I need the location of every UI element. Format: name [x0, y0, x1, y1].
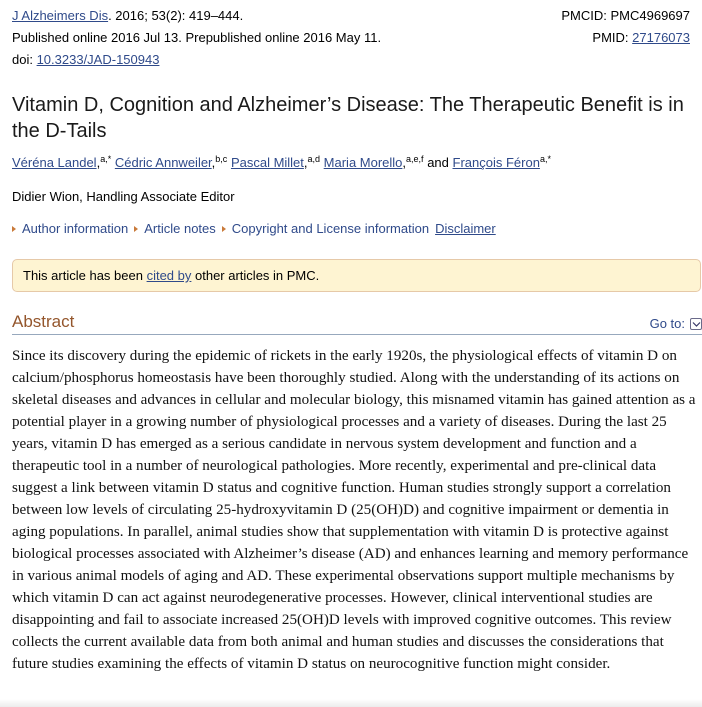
abstract-header: [12, 310, 702, 335]
cited-by-text-before: This article has been: [23, 268, 147, 283]
copyright-toggle[interactable]: [222, 220, 429, 238]
goto-menu[interactable]: [650, 316, 702, 334]
author-affiliation[interactable]: a,*: [539, 154, 551, 164]
cited-by-notice: [12, 259, 701, 292]
publication-dates: Published online 2016 Jul 13. Prepublished online 2016 May 11.: [12, 30, 382, 45]
author-and: and: [427, 155, 449, 170]
author-affiliation[interactable]: b,c: [215, 154, 228, 164]
article-notes-label: Article notes: [144, 221, 216, 236]
author-separator: ,: [96, 155, 101, 170]
author-link[interactable]: Maria Morello: [323, 155, 403, 170]
author-affiliation[interactable]: a,e,f: [406, 154, 424, 164]
doi: [12, 49, 159, 71]
author-link[interactable]: François Féron: [452, 155, 540, 170]
article-title: Vitamin D, Cognition and Alzheimer’s Disease: The Therapeutic Benefit is in the D-Tails: [12, 94, 684, 142]
author-information-label: Author information: [22, 221, 129, 236]
author-link[interactable]: Véréna Landel: [12, 155, 97, 170]
author-affiliation[interactable]: a,d: [307, 154, 321, 164]
author-link[interactable]: Pascal Millet: [230, 155, 304, 170]
cited-by-link[interactable]: cited by: [146, 268, 192, 283]
author-link[interactable]: Cédric Annweiler: [114, 155, 212, 170]
goto-label: Go to:: [649, 316, 685, 331]
doi-link[interactable]: 10.3233/JAD-150943: [36, 52, 160, 67]
author-separator: ,: [303, 155, 308, 170]
cited-by-text-after: other articles in PMC.: [191, 268, 320, 283]
chevron-down-icon[interactable]: [690, 318, 702, 330]
author-list: [12, 154, 551, 172]
journal-citation: [12, 5, 243, 27]
triangle-right-icon: [12, 226, 16, 232]
disclaimer-link[interactable]: Disclaimer: [435, 221, 496, 236]
doi-label: doi:: [12, 52, 37, 67]
citation-details: . 2016; 53(2): 419–444.: [108, 8, 244, 23]
author-affiliation[interactable]: a,*: [100, 154, 112, 164]
abstract-text: Since its discovery during the epidemic of rickets in the early 1920s, the physiological effects of vitamin D on calcium/phosphorus homeostasis have been thoroughly studied. Along with the understanding of its actions on skeletal diseases and advances in cellular and molecular biology, this misnamed vitamin has gained attention as a potential player in a growing number of physiological processes and a variety of diseases. During the last 25 years, vitamin D has emerged as a serious candidate in nervous system development and function and a therapeutic tool in a number of neurological pathologies. More recently, experimental and pre-clinical data suggest a link between vitamin D status and cognitive function. Human studies strongly support a correlation between low levels of circulating 25-hydroxyvitamin D (25(OH)D) and cognitive impairment or dementia in aging populations. In parallel, animal studies show that supplementation with vitamin D is protective against biological processes associated with Alzheimer’s disease (AD) and enhances learning and memory performance in various animal models of aging and AD. These experimental observations support multiple mechanisms by which vitamin D can act against neurodegenerative processes. However, clinical interventional studies are disappointing and fail to associate increased 25(OH)D levels with improved cognitive outcomes. This review collects the current available data from both animal and human studies and discusses the considerations that future studies examining the effects of vitamin D status on neurocognitive function might consider.: [12, 348, 696, 672]
pmid: [592, 27, 690, 49]
bottom-fade: [0, 699, 702, 707]
pmid-link[interactable]: 27176073: [632, 30, 690, 45]
pmid-label: PMID:: [592, 30, 633, 45]
citation-block: [12, 5, 690, 71]
journal-link[interactable]: J Alzheimers Dis: [12, 8, 109, 23]
author-separator: ,: [211, 155, 216, 170]
author-separator: ,: [402, 155, 407, 170]
handling-editor: Didier Wion, Handling Associate Editor: [12, 189, 235, 204]
article-notes-toggle[interactable]: [134, 220, 216, 238]
triangle-right-icon: [134, 226, 138, 232]
author-information-toggle[interactable]: [12, 220, 128, 238]
pmcid: PMCID: PMC4969697: [561, 8, 690, 23]
triangle-right-icon: [222, 226, 226, 232]
article-info-links: [12, 220, 496, 238]
copyright-label: Copyright and License information: [231, 221, 430, 236]
abstract-heading: Abstract: [12, 312, 75, 331]
